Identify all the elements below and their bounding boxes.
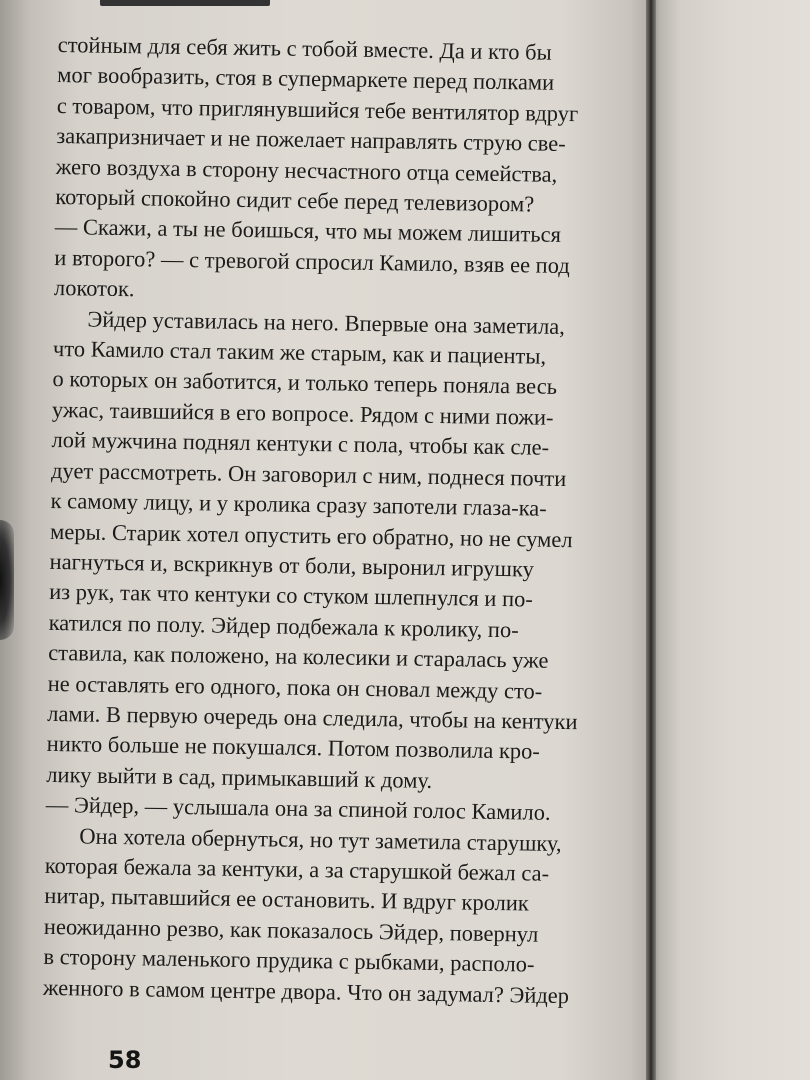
text-line: о которых он заботится, и только теперь поняла весь (52, 366, 558, 400)
running-head-strip (100, 0, 270, 6)
text-line: женного в самом центре двора. Что он задумал? Эйдер (42, 974, 570, 1008)
text-line: — Эйдер, — услышала она за спиной голос Камило. (45, 792, 551, 825)
text-line: лику выйти в сад, примыкавший к дому. (46, 761, 433, 793)
text-line: — Скажи, а ты не боишься, что мы можем лишиться (54, 214, 562, 248)
book-gutter (646, 0, 656, 1080)
text-line: стойным для себя жить с тобой вместе. Да и кто бы (57, 31, 552, 65)
text-line: в сторону маленького прудика с рыбками, располо- (43, 944, 535, 977)
text-line: к самому лицу, и у кролика сразу запотели глаза-ка- (50, 488, 547, 521)
text-line: мог вообразить, стоя в супермаркете перед полками (57, 62, 555, 96)
text-line: жего воздуха в сторону несчастного отца семейства, (55, 153, 558, 187)
text-line: Она хотела обернуться, но тут заметила старушку, (79, 822, 562, 856)
text-line: не оставлять его одного, пока он сновал между сто- (47, 670, 543, 704)
text-line: нагнуться и, вскрикнув от боли, выронил игрушку (49, 548, 535, 582)
text-line: Эйдер уставилась на него. Впервые она заметила, (87, 306, 566, 339)
text-line: лой мужчина поднял кентуки с пола, чтобы как сле- (51, 427, 550, 461)
text-line: дует рассмотреть. Он заговорил с ним, поднеся почти (50, 457, 567, 491)
text-line: с товаром, что приглянувшийся тебе вентилятор вдруг (56, 92, 579, 126)
text-line: ужас, таившийся в его вопросе. Рядом с ними пожи- (51, 396, 554, 430)
text-line: что Камило стал таким же старым, как и пациенты, (52, 336, 547, 369)
text-line: из рук, так что кентуки со стуком шлепнулся и по- (48, 579, 534, 612)
text-line: ставила, как положено, на колесики и старалась уже (48, 640, 549, 673)
text-line: и второго? — с тревогой спросил Камило, взяв ее под (54, 244, 570, 278)
text-line: катился по полу. Эйдер подбежала к кролику, по- (48, 609, 519, 643)
text-line: которая бежала за кентуки, а за старушкой бежал са- (44, 852, 550, 886)
text-line: который спокойно сидит себе перед телевизором? (55, 184, 535, 217)
text-line: нитар, пытавшийся ее остановить. И вдруг кролик (44, 883, 530, 916)
text-line: закапризничает и не пожелает направлять струю све- (56, 123, 566, 157)
text-line: локоток. (53, 275, 135, 302)
right-page (650, 0, 810, 1080)
body-text (43, 30, 613, 1012)
text-line: меры. Старик хотел опустить его обратно, но не сумел (49, 518, 573, 552)
page-number: 58 (108, 1046, 142, 1074)
text-line: никто больше не покушался. Потом позволила кро- (46, 731, 541, 765)
finger-shadow (0, 520, 14, 640)
text-line: лами. В первую очередь она следила, чтобы на кентуки (47, 700, 578, 735)
text-line: неожиданно резво, как показалось Эйдер, повернул (43, 913, 539, 947)
